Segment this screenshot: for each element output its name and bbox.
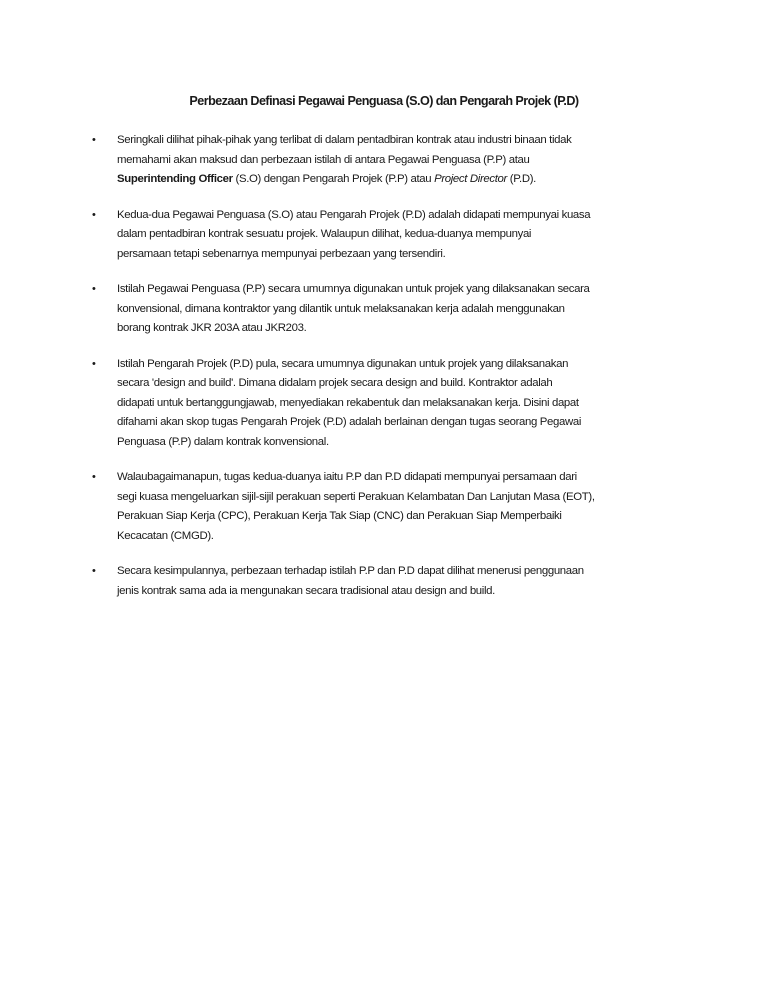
italic-term: Project Director [434, 173, 507, 185]
paragraph-line: memahami akan maksud dan perbezaan istilah di antara Pegawai Penguasa (P.P) atau [117, 153, 530, 166]
paragraph-line: konvensional, dimana kontraktor yang dilantik untuk melaksanakan kerja adalah menggunakan [117, 302, 565, 315]
list-item [0, 280, 768, 339]
list-item [0, 468, 768, 546]
paragraph-line: segi kuasa mengeluarkan sijil-sijil perakuan seperti Perakuan Kelambatan Dan Lanjutan Masa (EOT), [117, 490, 595, 503]
paragraph-line: Istilah Pegawai Penguasa (P.P) secara umumnya digunakan untuk projek yang dilaksanakan secara [117, 283, 590, 295]
paragraph-text: (S.O) dengan Pengarah Projek (P.P) atau [232, 173, 435, 185]
bullet-icon: • [92, 134, 96, 146]
paragraph-line: jenis kontrak sama ada ia mengunakan secara tradisional atau design and build. [117, 584, 495, 597]
paragraph-line: Kedua-dua Pegawai Penguasa (S.O) atau Pengarah Projek (P.D) adalah didapati mempunyai kuasa [117, 208, 591, 221]
paragraph-line: Seringkali dilihat pihak-pihak yang terlibat di dalam pentadbiran kontrak atau industri binaan tidak [117, 134, 572, 146]
bold-term: Superintending Officer [117, 173, 233, 185]
bullet-list [0, 131, 768, 617]
bullet-icon: • [92, 283, 96, 295]
paragraph-line: persamaan tetapi sebenarnya mempunyai perbezaan yang tersendiri. [117, 247, 446, 260]
paragraph-line: Istilah Pengarah Projek (P.D) pula, secara umumnya digunakan untuk projek yang dilaksanakan [117, 357, 569, 370]
document-title: Perbezaan Definasi Pegawai Penguasa (S.O) dan Pengarah Projek (P.D) [189, 94, 579, 108]
paragraph-line: Penguasa (P.P) dalam kontrak konvensional. [117, 435, 329, 448]
paragraph-line: dalam pentadbiran kontrak sesuatu projek. Walaupun dilihat, kedua-duanya mempunyai [117, 228, 532, 240]
bullet-icon: • [92, 208, 96, 221]
paragraph-line: Kecacatan (CMGD). [117, 529, 214, 542]
paragraph-line: Secara kesimpulannya, perbezaan terhadap istilah P.P dan P.D dapat dilihat menerusi penggunaan [117, 565, 584, 577]
list-item [0, 562, 768, 601]
paragraph-line: borang kontrak JKR 203A atau JKR203. [117, 322, 307, 334]
paragraph-line: difahami akan skop tugas Pengarah Projek (P.D) adalah berlainan dengan tugas seorang Pegawai [117, 416, 582, 428]
paragraph-line: Walaubagaimanapun, tugas kedua-duanya iaitu P.P dan P.D didapati mempunyai persamaan dari [117, 471, 577, 483]
paragraph-line: secara 'design and build'. Dimana didalam projek secara design and build. Kontraktor adalah [117, 377, 553, 389]
bullet-icon: • [92, 471, 96, 483]
paragraph-line: didapati untuk bertanggungjawab, menyediakan rekabentuk dan melaksanakan kerja. Disini dapat [117, 396, 579, 409]
paragraph-line: Perakuan Siap Kerja (CPC), Perakuan Kerja Tak Siap (CNC) dan Perakuan Siap Memperbaiki [117, 510, 562, 522]
list-item [0, 355, 768, 453]
list-item [0, 131, 768, 190]
bullet-icon: • [92, 357, 96, 370]
paragraph-line [117, 170, 690, 190]
bullet-icon: • [92, 565, 96, 577]
paragraph-text: (P.D). [506, 173, 536, 185]
list-item [0, 206, 768, 265]
